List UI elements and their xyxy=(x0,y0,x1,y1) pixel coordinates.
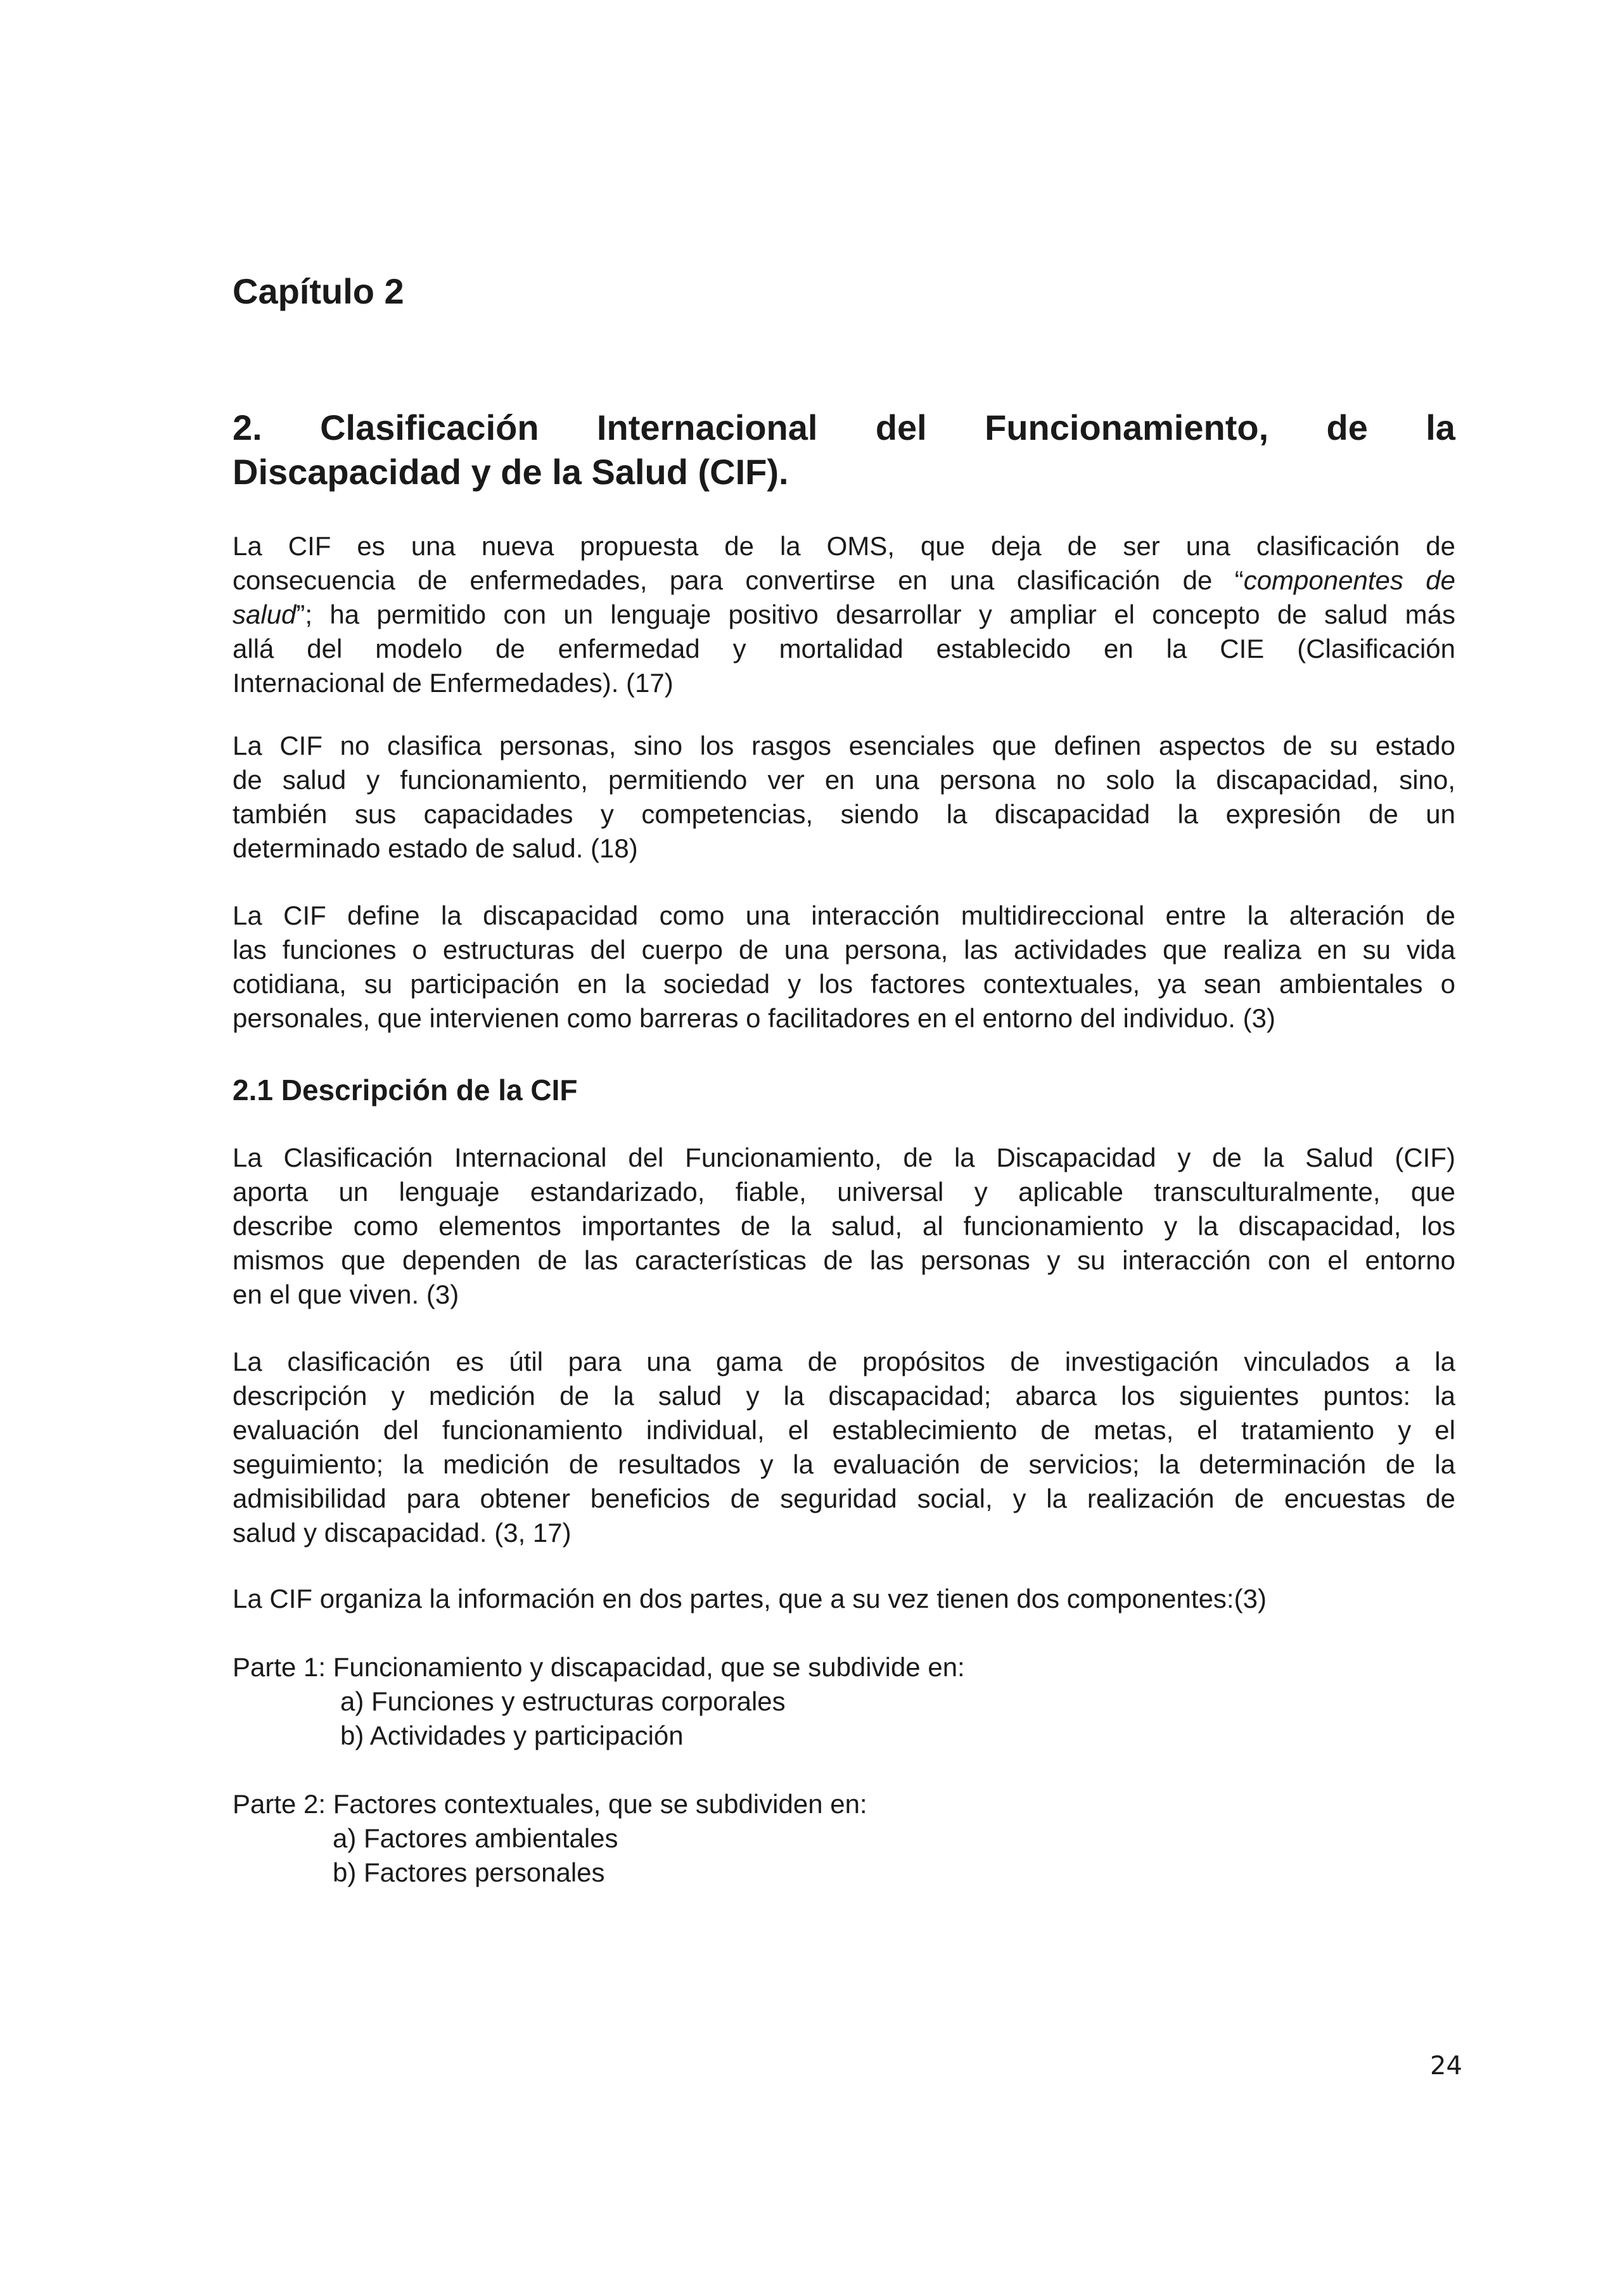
paragraph-line: Internacional de Enfermedades). (17) xyxy=(233,668,674,698)
part-2-item: b) Factores personales xyxy=(333,1857,605,1887)
page-number: 24 xyxy=(1430,2051,1462,2081)
paragraph-line: determinado estado de salud. (18) xyxy=(233,833,638,863)
title-word: de xyxy=(1326,407,1368,447)
paragraph-line: mismos que dependen de las características de las personas y su interacción con el entorno xyxy=(233,1245,1455,1275)
chapter-heading: Capítulo 2 xyxy=(233,271,404,311)
paragraph-line: evaluación del funcionamiento individual, el establecimiento de metas, el tratamiento y el xyxy=(233,1415,1455,1445)
paragraph-line: La CIF define la discapacidad como una interacción multidireccional entre la alteración de xyxy=(233,901,1455,930)
title-word: del xyxy=(875,407,927,447)
paragraph-line: La CIF no clasifica personas, sino los rasgos esenciales que definen aspectos de su estado xyxy=(233,731,1455,760)
italic-text: salud xyxy=(233,600,297,629)
paragraph-line: cotidiana, su participación en la sociedad y los factores contextuales, ya sean ambientales o xyxy=(233,969,1455,999)
paragraph-line: seguimiento; la medición de resultados y la evaluación de servicios; la determinación de la xyxy=(233,1449,1455,1479)
paragraph-line: La Clasificación Internacional del Funcionamiento, de la Discapacidad y de la Salud (CIF) xyxy=(233,1143,1455,1172)
paragraph-4 xyxy=(233,1141,1455,1312)
paragraph-line: también sus capacidades y competencias, siendo la discapacidad la expresión de un xyxy=(233,799,1455,829)
part-1-label: Parte 1: Funcionamiento y discapacidad, que se subdivide en: xyxy=(233,1652,965,1682)
section-title xyxy=(233,406,1455,494)
paragraph-line: las funciones o estructuras del cuerpo de una persona, las actividades que realiza en su vida xyxy=(233,935,1455,965)
paragraph-line: admisibilidad para obtener beneficios de seguridad social, y la realización de encuestas de xyxy=(233,1484,1455,1513)
part-2-item: a) Factores ambientales xyxy=(333,1823,618,1853)
paragraph-line: describe como elementos importantes de la salud, al funcionamiento y la discapacidad, los xyxy=(233,1211,1455,1241)
paragraph-line: salud y discapacidad. (3, 17) xyxy=(233,1518,572,1548)
paragraph-line xyxy=(233,598,1455,632)
section-title-line-1 xyxy=(233,406,1455,450)
paragraph-line: personales, que intervienen como barreras o facilitadores en el entorno del individuo. (3) xyxy=(233,1003,1275,1033)
paragraph-line: La CIF es una nueva propuesta de la OMS, que deja de ser una clasificación de xyxy=(233,531,1455,561)
paragraph-2 xyxy=(233,729,1455,866)
title-word: la xyxy=(1426,407,1455,447)
paragraph-3 xyxy=(233,899,1455,1036)
paragraph-line: descripción y medición de la salud y la discapacidad; abarca los siguientes puntos: la xyxy=(233,1381,1455,1411)
paragraph-line: de salud y funcionamiento, permitiendo ver en una persona no solo la discapacidad, sino, xyxy=(233,765,1455,795)
part-2-label: Parte 2: Factores contextuales, que se subdividen en: xyxy=(233,1789,867,1819)
paragraph-5 xyxy=(233,1345,1455,1550)
paragraph-line: en el que viven. (3) xyxy=(233,1279,459,1309)
text-run: ”; ha permitido con un lenguaje positivo desarrollar y ampliar el concepto de salud más xyxy=(296,600,1455,629)
section-number: 2. xyxy=(233,407,262,447)
paragraph-6: La CIF organiza la información en dos partes, que a su vez tienen dos componentes:(3) xyxy=(233,1584,1267,1613)
part-1-item: a) Funciones y estructuras corporales xyxy=(340,1686,786,1716)
paragraph-line xyxy=(233,563,1455,598)
paragraph-line: allá del modelo de enfermedad y mortalidad establecido en la CIE (Clasificación xyxy=(233,634,1455,664)
title-word: Clasificación xyxy=(320,407,539,447)
paragraph-line: aporta un lenguaje estandarizado, fiable, universal y aplicable transculturalmente, que xyxy=(233,1177,1455,1207)
italic-text: componentes de xyxy=(1243,565,1455,595)
title-word: Internacional xyxy=(596,407,818,447)
title-word: Funcionamiento, xyxy=(985,407,1269,447)
text-run: consecuencia de enfermedades, para convertirse en una clasificación de “ xyxy=(233,565,1244,595)
paragraph-line: La clasificación es útil para una gama de propósitos de investigación vinculados a la xyxy=(233,1347,1455,1376)
paragraph-1 xyxy=(233,529,1455,700)
document-page xyxy=(233,0,1462,2296)
section-title-line-2: Discapacidad y de la Salud (CIF). xyxy=(233,452,789,492)
subsection-heading: 2.1 Descripción de la CIF xyxy=(233,1074,578,1106)
part-1-item: b) Actividades y participación xyxy=(340,1721,684,1750)
